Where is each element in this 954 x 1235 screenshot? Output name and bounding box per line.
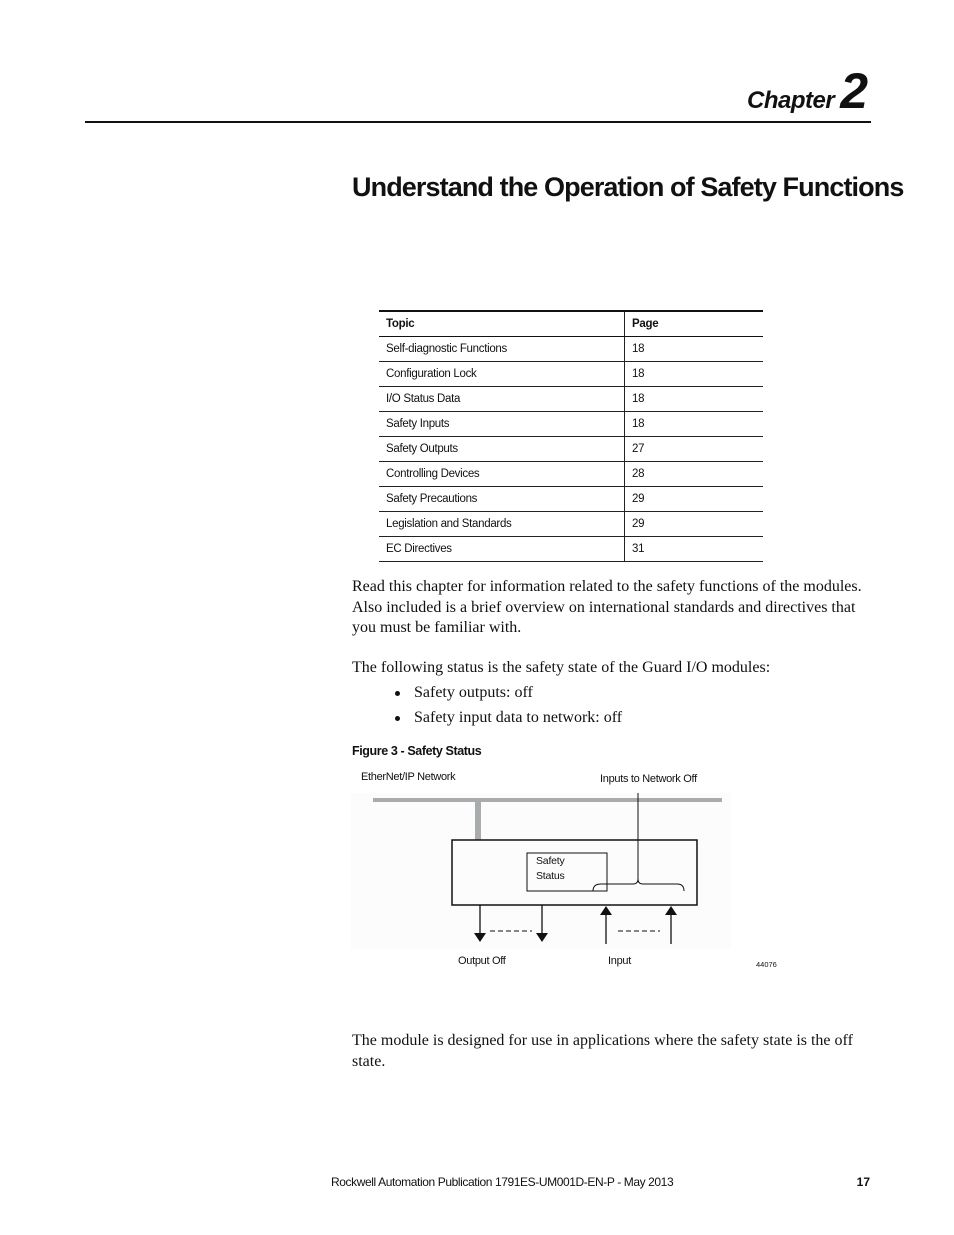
table-row: [379, 512, 763, 537]
bullet-icon: [395, 691, 400, 696]
table-row: [379, 462, 763, 487]
safety-status-diagram: [345, 765, 785, 975]
topic-table: [379, 310, 763, 562]
safety-status-label-line2: Status: [536, 870, 565, 882]
topic-cell: Safety Precautions: [379, 487, 625, 512]
input-label: Input: [608, 955, 631, 967]
page-cell: 27: [625, 437, 764, 462]
page-cell: 18: [625, 387, 764, 412]
page-cell: 29: [625, 487, 764, 512]
figure-id-label: 44076: [756, 960, 777, 969]
table-row: [379, 487, 763, 512]
safety-state-list: [395, 682, 622, 732]
page-cell: 18: [625, 412, 764, 437]
column-header-page: Page: [625, 311, 764, 337]
table-row: [379, 362, 763, 387]
table-row: [379, 387, 763, 412]
output-off-label: Output Off: [458, 955, 506, 967]
closing-paragraph: The module is designed for use in applications where the safety state is the off state.: [352, 1032, 853, 1070]
table-row: [379, 437, 763, 462]
figure-caption: Figure 3 - Safety Status: [352, 744, 482, 758]
topic-cell: Safety Outputs: [379, 437, 625, 462]
chapter-heading: [747, 62, 868, 120]
status-lead-paragraph: The following status is the safety state of the Guard I/O modules:: [352, 659, 771, 676]
topic-cell: Safety Inputs: [379, 412, 625, 437]
topic-cell: I/O Status Data: [379, 387, 625, 412]
table-row: [379, 337, 763, 362]
topic-cell: Configuration Lock: [379, 362, 625, 387]
topic-cell: Controlling Devices: [379, 462, 625, 487]
table-header-row: [379, 311, 763, 337]
topic-cell: Legislation and Standards: [379, 512, 625, 537]
safety-status-label-line1: Safety: [536, 855, 565, 867]
page-cell: 18: [625, 362, 764, 387]
header-rule: [85, 121, 871, 123]
table-row: [379, 537, 763, 562]
network-drop: [475, 800, 481, 840]
list-item-text: Safety outputs: off: [414, 684, 533, 701]
bullet-icon: [395, 716, 400, 721]
chapter-number: 2: [840, 63, 868, 119]
list-item: [395, 682, 622, 707]
page-cell: 18: [625, 337, 764, 362]
topic-cell: Self-diagnostic Functions: [379, 337, 625, 362]
topic-cell: EC Directives: [379, 537, 625, 562]
page-cell: 28: [625, 462, 764, 487]
column-header-topic: Topic: [379, 311, 625, 337]
page-cell: 31: [625, 537, 764, 562]
publication-footer: Rockwell Automation Publication 1791ES-UM001D-EN-P - May 2013: [331, 1175, 674, 1189]
inputs-to-network-label: Inputs to Network Off: [600, 773, 697, 785]
chapter-word: Chapter: [747, 87, 835, 114]
page-cell: 29: [625, 512, 764, 537]
table-row: [379, 412, 763, 437]
page-title: Understand the Operation of Safety Functions: [352, 172, 904, 202]
intro-paragraph: Read this chapter for information related to the safety functions of the modules. Also included is a brief overview on international standards and directives that you must be familiar with.: [352, 578, 862, 636]
network-label: EtherNet/IP Network: [361, 771, 456, 783]
network-bus: [373, 798, 722, 802]
list-item-text: Safety input data to network: off: [414, 709, 623, 726]
list-item: [395, 707, 622, 732]
page-number: 17: [856, 1175, 870, 1189]
